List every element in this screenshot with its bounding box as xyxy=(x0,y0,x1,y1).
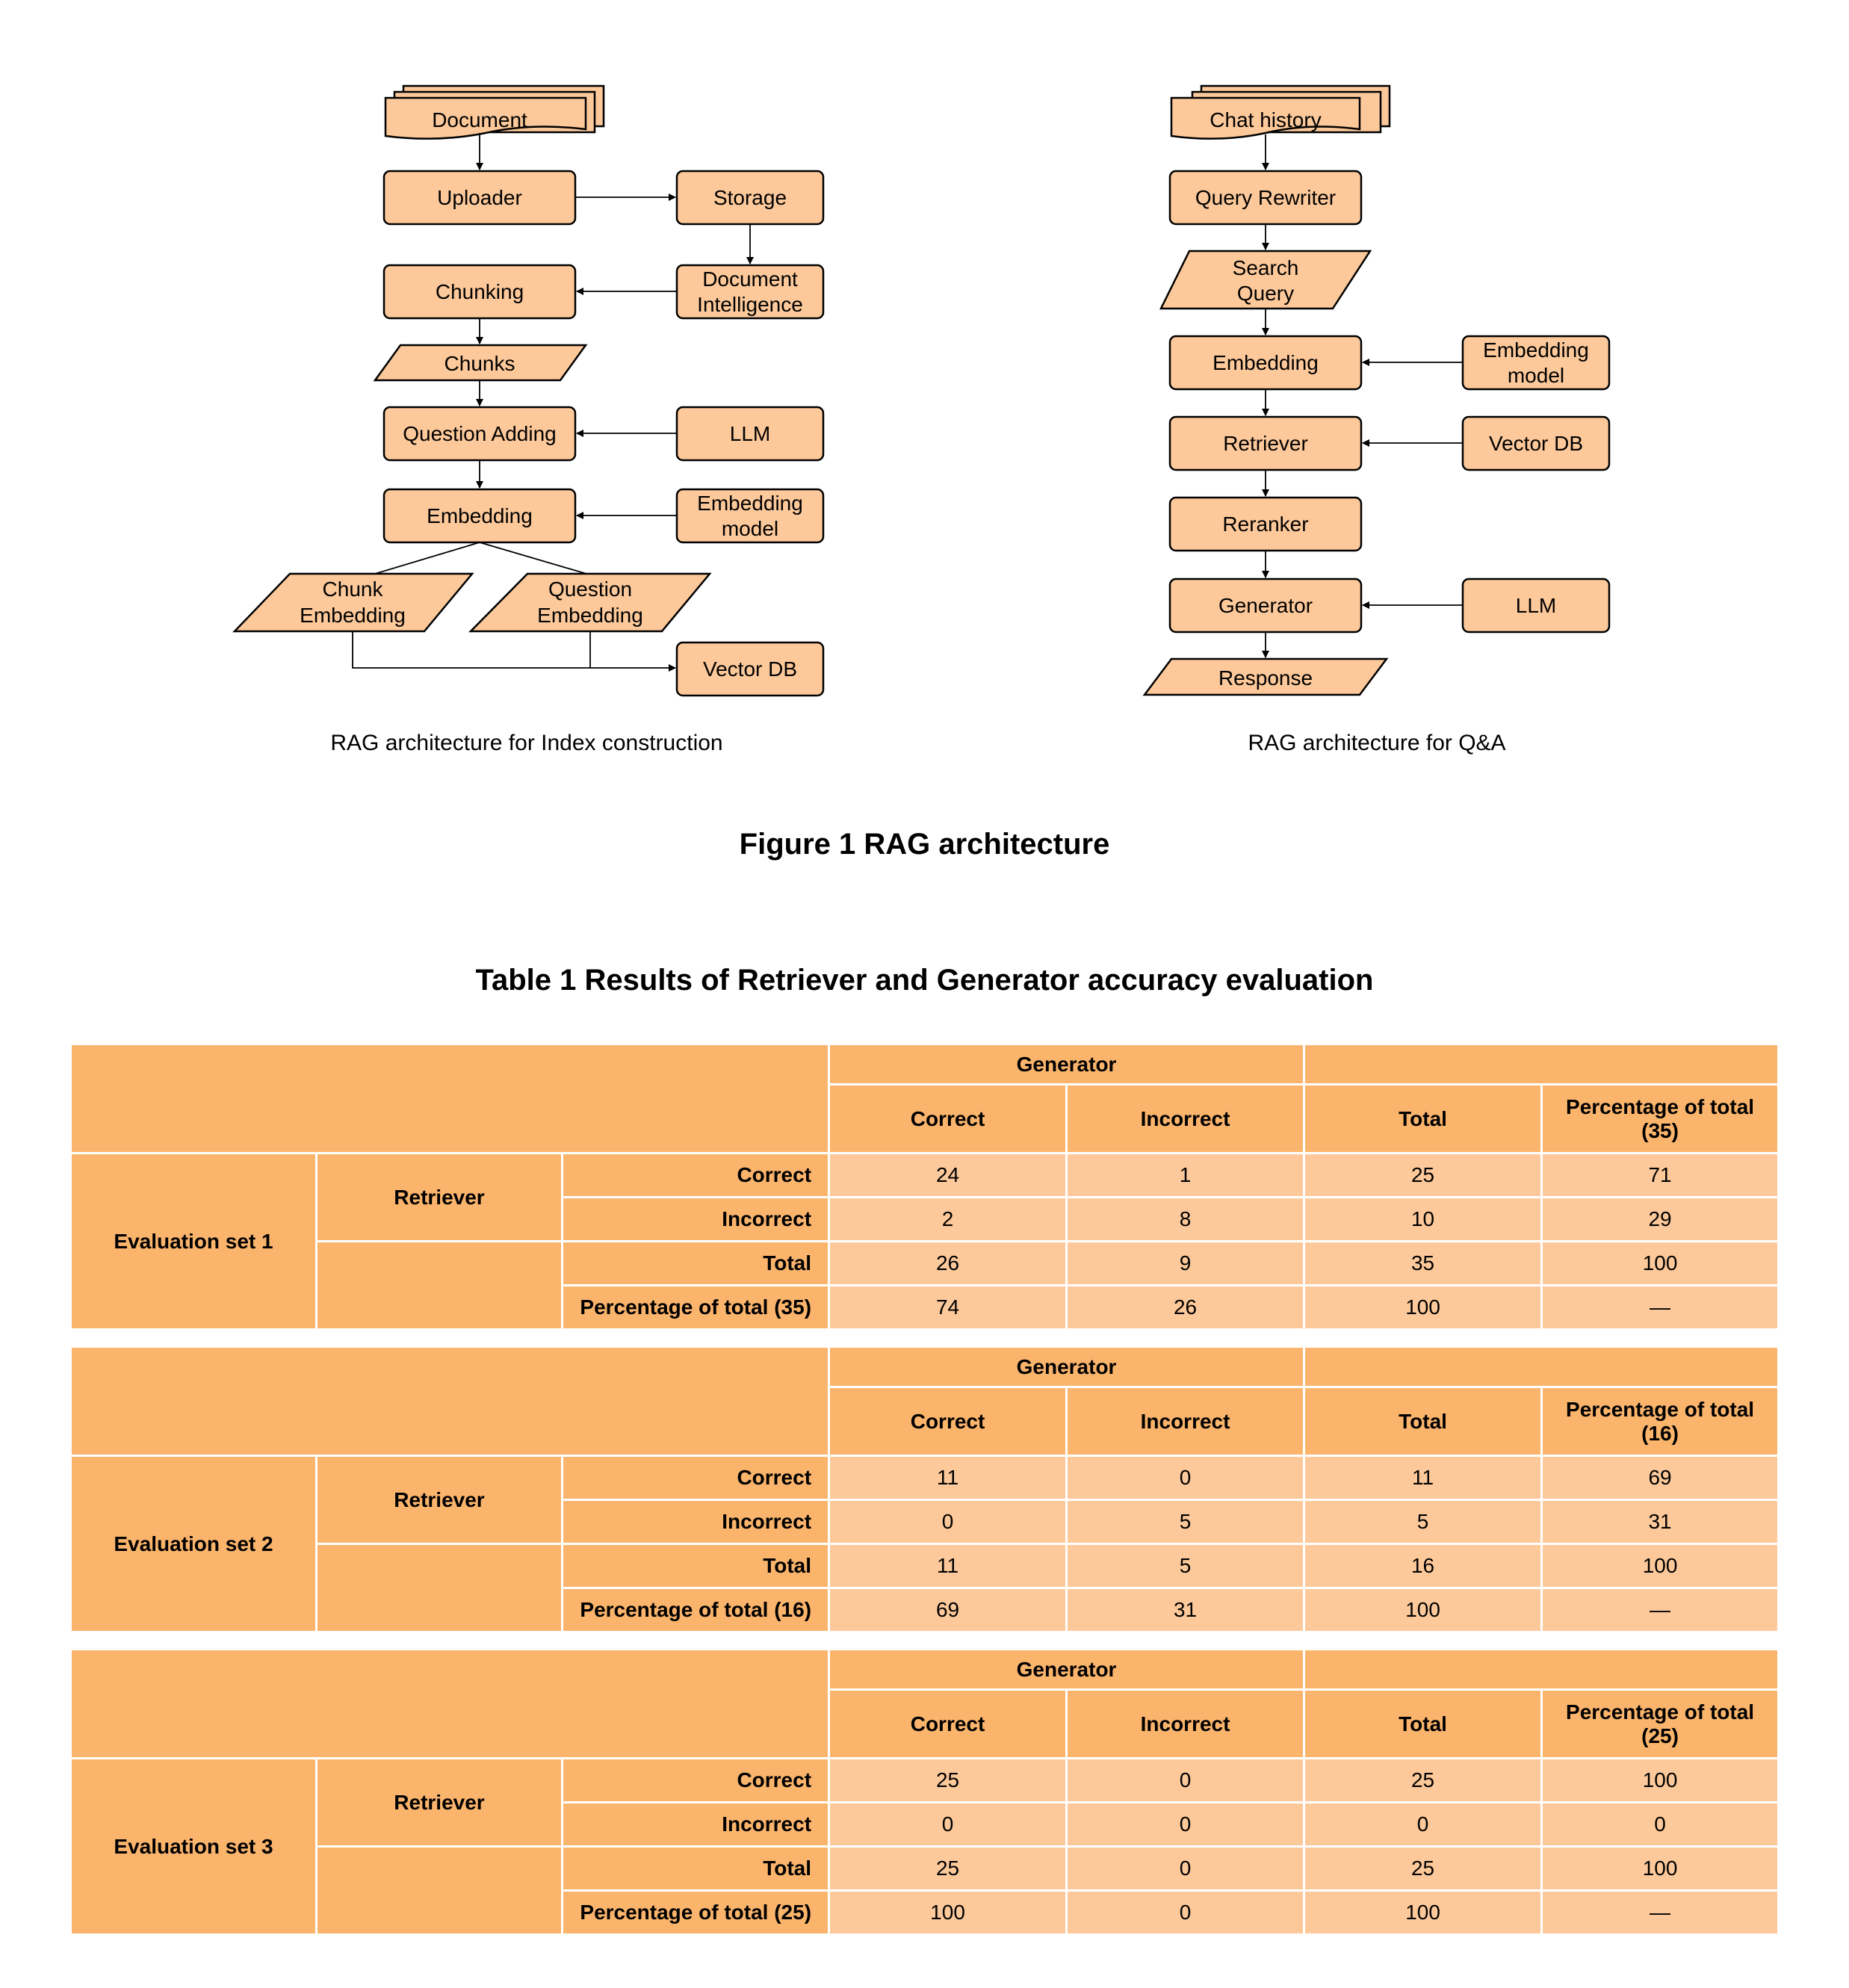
table-cell: 10 xyxy=(1304,1198,1542,1242)
document-intelligence-label-2: Intelligence xyxy=(697,293,803,316)
table-cell: 11 xyxy=(1304,1456,1542,1500)
row-label: Percentage of total (16) xyxy=(563,1588,829,1632)
chat-history-label: Chat history xyxy=(1210,108,1322,131)
table-cell: 0 xyxy=(1067,1456,1304,1500)
table-cell: 31 xyxy=(1542,1500,1779,1544)
evaluation-set-label: Evaluation set 3 xyxy=(71,1759,317,1935)
chunking-label: Chunking xyxy=(435,280,524,303)
embedding-model-label-left-1: Embedding xyxy=(697,492,803,515)
table-cell: 11 xyxy=(829,1544,1067,1588)
table-cell: 0 xyxy=(1542,1803,1779,1847)
total-col-header: Total xyxy=(1304,1387,1542,1456)
chunk-embedding-label-1: Chunk xyxy=(322,577,383,601)
table-cell: 24 xyxy=(829,1154,1067,1198)
qa-caption: RAG architecture for Q&A xyxy=(1248,731,1506,755)
table-cell: 26 xyxy=(829,1242,1067,1286)
row-label: Incorrect xyxy=(563,1500,829,1544)
table-cell: 69 xyxy=(829,1588,1067,1632)
embedding-label-right: Embedding xyxy=(1212,351,1319,374)
table-cell: 100 xyxy=(1542,1544,1779,1588)
table-header-blank xyxy=(1304,1650,1779,1690)
rag-architecture-diagram xyxy=(0,0,1849,792)
question-embedding-label-2: Embedding xyxy=(537,604,643,627)
evaluation-set-label: Evaluation set 2 xyxy=(71,1456,317,1632)
row-label: Incorrect xyxy=(563,1803,829,1847)
table-cell: 69 xyxy=(1542,1456,1779,1500)
table-header-blank xyxy=(71,1347,829,1456)
question-embedding-label-1: Question xyxy=(548,577,633,601)
table-cell: 0 xyxy=(1304,1803,1542,1847)
table-cell: 1 xyxy=(1067,1154,1304,1198)
row-label: Total xyxy=(563,1242,829,1286)
question-adding-label: Question Adding xyxy=(403,422,557,445)
table-cell: 31 xyxy=(1067,1588,1304,1632)
retriever-row-header: Retriever xyxy=(317,1456,563,1544)
table-cell: 0 xyxy=(1067,1803,1304,1847)
embedding-model-label-right-1: Embedding xyxy=(1483,338,1589,362)
percentage-col-header: Percentage of total (16) xyxy=(1542,1387,1779,1456)
table-cell: 35 xyxy=(1304,1242,1542,1286)
table-cell: 5 xyxy=(1067,1500,1304,1544)
table-cell: 100 xyxy=(1542,1242,1779,1286)
response-label: Response xyxy=(1218,666,1313,690)
evaluation-table-2 xyxy=(69,1346,1780,1633)
table-cell: 9 xyxy=(1067,1242,1304,1286)
table-caption: Table 1 Results of Retriever and Generator accuracy evaluation xyxy=(475,964,1374,997)
table-header-blank xyxy=(71,1650,829,1759)
retriever-label: Retriever xyxy=(1223,432,1308,455)
index-construction-caption: RAG architecture for Index construction xyxy=(330,731,723,755)
evaluation-table-1 xyxy=(69,1043,1780,1331)
generator-header: Generator xyxy=(829,1650,1304,1690)
blank-cell xyxy=(317,1242,563,1330)
table-cell: 0 xyxy=(829,1500,1067,1544)
table-cell: 100 xyxy=(1542,1759,1779,1803)
table-cell: 25 xyxy=(829,1759,1067,1803)
retriever-row-header: Retriever xyxy=(317,1154,563,1242)
table-cell: 0 xyxy=(1067,1759,1304,1803)
table-cell: 0 xyxy=(829,1803,1067,1847)
incorrect-col-header: Incorrect xyxy=(1067,1387,1304,1456)
vector-db-label-left: Vector DB xyxy=(702,657,798,681)
row-label: Correct xyxy=(563,1759,829,1803)
percentage-col-header: Percentage of total (35) xyxy=(1542,1085,1779,1154)
table-header-blank xyxy=(1304,1347,1779,1387)
reranker-label: Reranker xyxy=(1222,513,1309,536)
search-query-label-2: Query xyxy=(1236,282,1295,305)
correct-col-header: Correct xyxy=(829,1690,1067,1759)
table-cell: 100 xyxy=(1304,1588,1542,1632)
chunk-embedding-label-2: Embedding xyxy=(300,604,406,627)
llm-label-left: LLM xyxy=(729,422,771,445)
figure-caption: Figure 1 RAG architecture xyxy=(739,828,1110,861)
embedding-model-label-left-2: model xyxy=(721,517,779,540)
vector-db-label-right: Vector DB xyxy=(1488,432,1584,455)
query-rewriter-label: Query Rewriter xyxy=(1195,186,1337,209)
table-cell: 2 xyxy=(829,1198,1067,1242)
evaluation-table-3 xyxy=(69,1648,1780,1936)
table-cell: 100 xyxy=(1304,1891,1542,1935)
row-label: Correct xyxy=(563,1154,829,1198)
document-intelligence-label-1: Document xyxy=(702,267,798,291)
chunks-label: Chunks xyxy=(444,352,515,375)
llm-label-right: LLM xyxy=(1515,594,1557,617)
table-cell: 11 xyxy=(829,1456,1067,1500)
row-label: Correct xyxy=(563,1456,829,1500)
row-label: Total xyxy=(563,1847,829,1891)
evaluation-set-label: Evaluation set 1 xyxy=(71,1154,317,1330)
correct-col-header: Correct xyxy=(829,1387,1067,1456)
table-cell: — xyxy=(1542,1588,1779,1632)
table-cell: 25 xyxy=(1304,1759,1542,1803)
storage-label: Storage xyxy=(713,186,787,209)
table-cell: 25 xyxy=(1304,1847,1542,1891)
blank-cell xyxy=(317,1544,563,1632)
table-cell: — xyxy=(1542,1891,1779,1935)
row-label: Total xyxy=(563,1544,829,1588)
generator-label: Generator xyxy=(1218,594,1313,617)
table-cell: 100 xyxy=(1542,1847,1779,1891)
retriever-row-header: Retriever xyxy=(317,1759,563,1847)
table-cell: 0 xyxy=(1067,1891,1304,1935)
table-cell: 71 xyxy=(1542,1154,1779,1198)
table-cell: 5 xyxy=(1067,1544,1304,1588)
embedding-label-left: Embedding xyxy=(427,504,533,527)
table-cell: 100 xyxy=(829,1891,1067,1935)
generator-header: Generator xyxy=(829,1044,1304,1085)
generator-header: Generator xyxy=(829,1347,1304,1387)
embedding-model-label-right-2: model xyxy=(1507,364,1565,387)
total-col-header: Total xyxy=(1304,1085,1542,1154)
table-cell: 8 xyxy=(1067,1198,1304,1242)
table-cell: 5 xyxy=(1304,1500,1542,1544)
row-label: Incorrect xyxy=(563,1198,829,1242)
incorrect-col-header: Incorrect xyxy=(1067,1690,1304,1759)
table-cell: 16 xyxy=(1304,1544,1542,1588)
blank-cell xyxy=(317,1847,563,1935)
uploader-label: Uploader xyxy=(437,186,522,209)
percentage-col-header: Percentage of total (25) xyxy=(1542,1690,1779,1759)
table-cell: 74 xyxy=(829,1286,1067,1330)
row-label: Percentage of total (25) xyxy=(563,1891,829,1935)
incorrect-col-header: Incorrect xyxy=(1067,1085,1304,1154)
table-cell: 100 xyxy=(1304,1286,1542,1330)
table-header-blank xyxy=(71,1044,829,1154)
table-cell: 29 xyxy=(1542,1198,1779,1242)
search-query-label-1: Search xyxy=(1232,256,1299,279)
table-cell: 25 xyxy=(829,1847,1067,1891)
table-cell: 26 xyxy=(1067,1286,1304,1330)
table-header-blank xyxy=(1304,1044,1779,1085)
document-label: Document xyxy=(432,108,527,131)
total-col-header: Total xyxy=(1304,1690,1542,1759)
table-cell: 25 xyxy=(1304,1154,1542,1198)
table-cell: — xyxy=(1542,1286,1779,1330)
table-cell: 0 xyxy=(1067,1847,1304,1891)
row-label: Percentage of total (35) xyxy=(563,1286,829,1330)
correct-col-header: Correct xyxy=(829,1085,1067,1154)
